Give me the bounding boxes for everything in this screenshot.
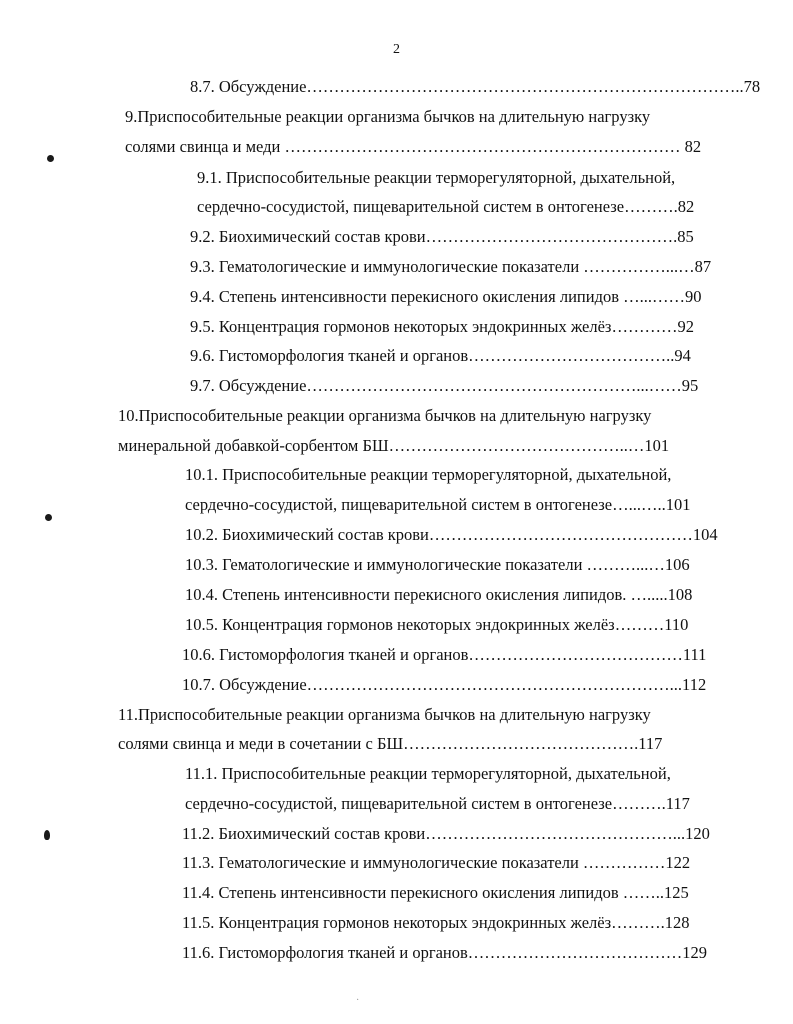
toc-line: 11.2. Биохимический состав крови………………………………………...120 — [182, 824, 710, 843]
toc-line: 9.3. Гематологические и иммунологические показатели ……………...…87 — [190, 257, 712, 276]
hole-punch-mark — [47, 155, 54, 162]
toc-line: 10.7. Обсуждение…………………………………………………………...112 — [182, 675, 707, 694]
toc-line: 10.2. Биохимический состав крови…………………………………………104 — [185, 525, 718, 544]
toc-line: сердечно-сосудистой, пищеварительной систем в онтогенезе……….117 — [185, 794, 690, 813]
toc-line: 9.1. Приспособительные реакции терморегуляторной, дыхательной, — [197, 168, 676, 187]
toc-line: 10.5. Концентрация гормонов некоторых эндокринных желёз………110 — [185, 615, 689, 634]
toc-line: 11.5. Концентрация гормонов некоторых эндокринных желёз……….128 — [182, 913, 690, 932]
toc-line: 10.3. Гематологические и иммунологические показатели ………...…106 — [185, 555, 690, 574]
toc-line: 10.6. Гистоморфология тканей и органов…………………………………111 — [182, 645, 707, 664]
toc-line: минеральной добавкой-сорбентом БШ……………………………………..…101 — [118, 436, 670, 455]
toc-line: 11.3. Гематологические и иммунологические показатели ……………122 — [182, 853, 691, 872]
toc-line: 11.4. Степень интенсивности перекисного окисления липидов ……..125 — [182, 883, 689, 902]
scan-speck: · — [356, 995, 360, 1006]
toc-line: 9.6. Гистоморфология тканей и органов………………………………..94 — [190, 346, 691, 365]
toc-line: 9.5. Концентрация гормонов некоторых эндокринных желёз…………92 — [190, 317, 694, 336]
toc-line: 9.7. Обсуждение……………………………………………………...……95 — [190, 376, 699, 395]
toc-line: 9.2. Биохимический состав крови……………………………………….85 — [190, 227, 694, 246]
toc-line: сердечно-сосудистой, пищеварительной систем в онтогенезе……….82 — [197, 197, 695, 216]
hole-punch-mark — [44, 830, 50, 840]
toc-line: 10.4. Степень интенсивности перекисного окисления липидов. ….....108 — [185, 585, 693, 604]
toc-line: 11.1. Приспособительные реакции терморегуляторной, дыхательной, — [185, 764, 671, 783]
hole-punch-mark — [45, 514, 52, 521]
toc-line: 11.Приспособительные реакции организма бычков на длительную нагрузку — [118, 705, 651, 724]
page-number: 2 — [393, 42, 400, 57]
toc-line: 11.6. Гистоморфология тканей и органов…………………………………129 — [182, 943, 708, 962]
toc-line: 8.7. Обсуждение……………………………………………………………………..78 — [190, 77, 761, 96]
toc-line: 10.Приспособительные реакции организма бычков на длительную нагрузку — [118, 406, 652, 425]
toc-line: солями свинца и меди в сочетании с БШ…………………………………….117 — [118, 734, 663, 753]
toc-line: сердечно-сосудистой, пищеварительной систем в онтогенезе…...…..101 — [185, 495, 691, 514]
toc-line: солями свинца и меди ……………………………………………………………… 82 — [125, 137, 702, 156]
toc-line: 9.4. Степень интенсивности перекисного окисления липидов …...……90 — [190, 287, 702, 306]
toc-line: 9.Приспособительные реакции организма бычков на длительную нагрузку — [125, 107, 651, 126]
toc-line: 10.1. Приспособительные реакции терморегуляторной, дыхательной, — [185, 465, 672, 484]
